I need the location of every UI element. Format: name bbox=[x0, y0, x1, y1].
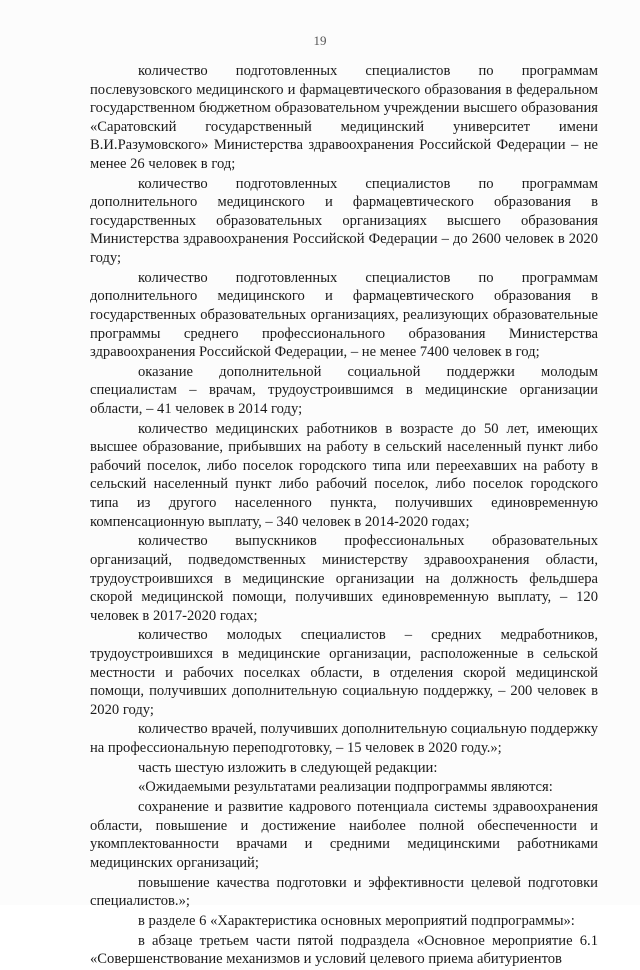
paragraph: количество подготовленных специалистов по программам дополнительного медицинского и фармацевтического образования в государственных образовательных организациях, реализующих образовательные программы среднего профессионального образования Министерства здравоохранения Российской Федерации, – не менее 7400 человек в год; bbox=[90, 269, 598, 361]
paragraph: сохранение и развитие кадрового потенциала системы здравоохранения области, повышение и достижение наиболее полной обеспеченности и укомплектованности врачами и средними медицинскими работниками медицинских организаций; bbox=[90, 799, 598, 871]
paragraph: в разделе 6 «Характеристика основных мероприятий подпрограммы»: bbox=[138, 912, 575, 929]
paragraph: количество выпускников профессиональных образовательных организаций, подведомственных министерству здравоохранения области, трудоустроившихся в медицинские организации на должность фельдшера скорой медицинской помощи, получивших единовременную выплату, – 120 человек в 2017-2020 годах; bbox=[90, 533, 598, 624]
paragraph: количество подготовленных специалистов по программам послевузовского медицинского и фармацевтического образования в федеральном государственном бюджетном образовательном учреждении высшего образования «Саратовский государственный медицинский университет имени В.И.Разумовского» Министерства здравоохранения Российской Федерации – не менее 26 человек в год; bbox=[90, 63, 598, 172]
paragraph: количество подготовленных специалистов по программам дополнительного медицинского и фармацевтического образования в государственных образовательных организациях высшего образования Министерства здравоохранения Российской Федерации – до 2600 человек в 2020 году; bbox=[90, 175, 598, 267]
paragraph: количество молодых специалистов – средних медработников, трудоустроившихся в медицинские организации, расположенные в сельской местности и рабочих поселках области, в отделения скорой медицинской помощи, получивших дополнительную социальную поддержку, – 200 человек в 2020 году; bbox=[90, 627, 598, 718]
paragraph: количество медицинских работников в возрасте до 50 лет, имеющих высшее образование, прибывших на работу в сельский населенный пункт либо рабочий поселок, либо поселок городского типа или переехавших на работу в сельский населенный пункт либо рабочий поселок, либо поселок городского типа из другого населенного пункта, получивших единовременную компенсационную выплату, – 340 человек в 2014-2020 годах; bbox=[90, 420, 598, 530]
document-body bbox=[90, 62, 598, 970]
paragraph: «Ожидаемыми результатами реализации подпрограммы являются: bbox=[138, 779, 553, 796]
paragraph: часть шестую изложить в следующей редакции: bbox=[138, 759, 438, 776]
paragraph: оказание дополнительной социальной поддержки молодым специалистам – врачам, трудоустроившимся в медицинские организации области, – 41 человек в 2014 году; bbox=[90, 363, 598, 417]
paragraph: повышение качества подготовки и эффективности целевой подготовки специалистов.»; bbox=[90, 874, 598, 910]
paragraph: количество врачей, получивших дополнительную социальную поддержку на профессиональную переподготовку, – 15 человек в 2020 году.»; bbox=[90, 721, 599, 757]
page-number: 19 bbox=[313, 33, 327, 48]
paragraph: в абзаце третьем части пятой подраздела «Основное мероприятие 6.1 «Совершенствование механизмов и условий целевого приема абитуриентов bbox=[90, 932, 598, 968]
